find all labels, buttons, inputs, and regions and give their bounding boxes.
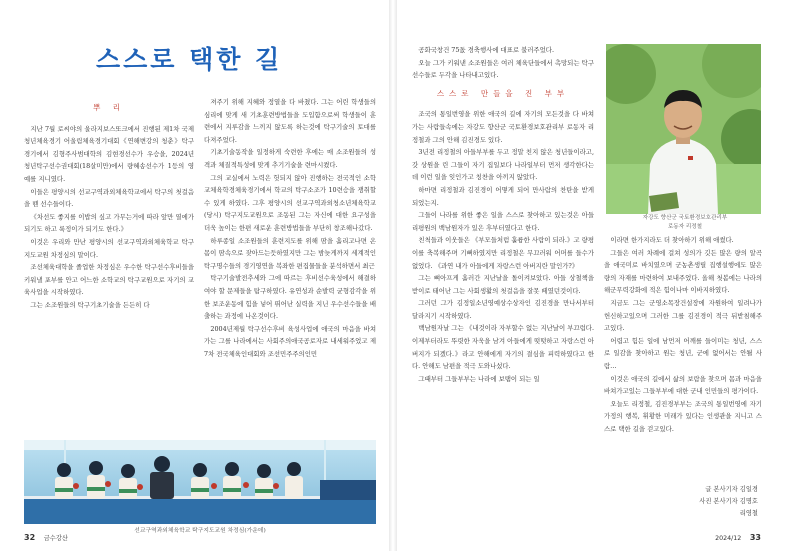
right-page-number: 33 (749, 533, 761, 542)
body-paragraph: 하루종일 소조원들의 훈련지도를 위해 땀을 흘리고나면 온몸이 땀속으로 잦아드는듯하였지만 그는 밤늦게까지 세계적인 탁구명수들의 경기영연을 복좌한 편집물들을 분석하면서 최근 (204, 236, 376, 270)
credit-photographer: 사진 본사기자 김명호 (699, 497, 758, 505)
body-paragraph: 하마면 리정철과 김진경이 어떻게 되어 만사람의 찬탄을 받게 되었는지. (412, 185, 594, 207)
right-photo-caption (612, 214, 758, 232)
body-paragraph: 이라면 한가지라도 더 찾아하기 위해 애썼다. (610, 236, 734, 244)
body-paragraph: 백남원자날 그는 《내것이라 자부할수 없는 지난날이 부끄럽다. 이제부터라도 뚜렷한 자욱을 남겨 아들에게 떳떳하고 자랑스런 아버지가 되겠다.》라고 안해에게 자기의 결심을 피력하였다고 한다. 안해도 남편을 적극 도와나섰다. (412, 324, 594, 371)
text-column-1 (24, 96, 194, 312)
left-page-folio (24, 533, 68, 542)
body-paragraph: 조국의 통일번영을 위한 애국의 길에 자기의 모든것을 다 바쳐가는 사람들속에는 자강도 향산군 국토환경보호관리부 로동자 리정철과 그의 안해 김진경도 있다. (412, 110, 594, 144)
text-column-2 (204, 96, 376, 360)
table-tennis-training-photo (24, 440, 376, 524)
body-paragraph: 조선체육대학을 졸업한 차정심은 우수한 탁구선수후비들을 키워낼 포부를 안고 어느한 소학교의 탁구교원으로 자기의 교육사업을 시작하였다. (24, 263, 194, 297)
body-paragraph: 지금도 그는 군영소목장건설장에 자원하여 일려나가 헌신하고있으며 그러한 그를 김진경이 적극 뒤받침해주고있다. (604, 298, 762, 333)
body-paragraph: 오늘도 리정철, 김진경부부는 조국의 통일번영에 자기 가정의 행복, 휘황한 미래가 있다는 인생관을 지니고 스스로 택한 길을 걷고있다. (604, 399, 762, 433)
body-paragraph: 그때부터 그들부부는 나라에 보탬이 되는 일 (418, 374, 540, 383)
issue-date: 2024/12 (715, 535, 742, 542)
page-gutter (389, 0, 397, 551)
right-caption-line-2: 로동자 리정철 (667, 224, 703, 230)
section-subheading: 뿌 리 (93, 103, 125, 112)
body-paragraph: 지난 7월 로씨야의 울라지보스또크에서 진행된 제1차 국제청년체육경기 어울림체육경기대회《연해변강의 청춘》탁구경기에서 김형주사범대학의 김현경선수가 우승을, 2024년 청년탁구선수권대회(18살미만)에서 량혜송선수가 1등의 영예를 지니였다. (24, 124, 194, 183)
body-paragraph: 이것은 우리와 만난 평양시의 선교구역과외체육학교 탁구지도교원 차정심의 말이다. (24, 237, 194, 259)
body-paragraph: 오늘 그가 키워낸 소조원들은 여러 체육단들에서 촉망되는 탁구선수들로 두각을 나타내고있다. (412, 58, 594, 80)
right-page-folio (715, 533, 761, 542)
training-photo-illustration (24, 440, 376, 524)
body-paragraph: 친척들과 이웃들은 《부모들처럼 훌륭한 사람이 되라.》고 량평이를 축복해주며 기뻐하였지만 리정철은 무끄러워 어머를 들수가 없었다. 《과연 내가 아들에게 자랑스런 아버지란 말인가?》 (412, 236, 594, 270)
right-caption-line-1: 자강도 향산군 국토환경보호관리부 (642, 215, 728, 221)
body-paragraph: 그러던 그가 김정일소년영예상수상자인 김진경을 만나서부터 달라지기 시작하였다. (412, 299, 594, 320)
body-paragraph: 3년전 리정철의 아들부부를 두고 정말 친지 않은 청년들이라고, 갓 상원을 린 그들이 자기 집일보다 나라일부터 먼저 생각한다는데 이런 일을 잊인가고 칭찬을 아끼지 않았다. (412, 148, 594, 182)
left-photo-caption: 선교구역과외체육학교 탁구지도교원 차정심(가운데) (134, 528, 266, 534)
credit-writer: 글 본사기자 김일경 (705, 486, 758, 493)
body-paragraph: 그들은 여러 차례에 걸쳐 성의가 깃든 많은 량의 알곡을 애국미로 바치였으며 군농촌생릴 집행설행에도 많은 량의 자재를 마련하여 보내주었다. 올해 첫봄에는 나라의 해군무력강화에 적은 힘이나마 이바지하였다. (604, 248, 762, 295)
portrait-illustration (606, 44, 761, 214)
body-paragraph: 이들은 평양시의 선교구역과외체육학교에서 탁구의 첫걸음을 뗀 선수들이다. (24, 187, 194, 209)
credit-photographer-2: 리영철 (739, 509, 758, 517)
section-subheading: 스스로 만들을 진 부부 (436, 88, 570, 98)
left-page-number: 32 (24, 533, 36, 542)
body-paragraph: 《차선도 좋지를 이밥의 싶고 가무는거에 따라 앞만 열에가 되기도 하고 룩정이가 되기도 한다.》 (24, 212, 194, 234)
body-paragraph: 져주기 위해 지혜와 정열을 다 바쳤다. 그는 어린 학생들의 심리에 맞게 새 기초훈련방법들을 도입함으로써 학생들이 훈련에서 지루감을 느끼지 않도록 하는것에 탁구기술의 토대를 다져주었다. (204, 98, 376, 144)
body-paragraph: 그는 소조원들의 탁구기초기술을 든든히 다 (30, 300, 150, 309)
article-title: 스스로 택한 길 (96, 45, 283, 74)
body-paragraph: 그들이 나라를 위한 좋은 일을 스스로 찾아하고 있는것은 아들 리평원의 백남원자가 있은 후부터였다고 한다. (412, 211, 594, 232)
body-paragraph: 그의 교실에서 노력은 헛되지 않아 진행하는 전국적인 소학교체육학경체육경기에서 학교의 탁구소조가 10련승을 쟁취할수 있게 하였다. 그후 평양시의 선교구역과외청소년체육학교(당시) 탁구지도교원으로 조동된 그는 자신에 대한 요구성을 더욱 높이는 한편 새로운 훈련방법들을 부단히 창조해나갔다. (204, 173, 376, 232)
body-paragraph: 2004년제월 탁구선수후비 육성사업에 애국의 마음을 바쳐가는 그를 나라에서는 사회주의애국공로자로 내세워주었고 제7차 전국체육인대회와 조선민주주의인민 (204, 324, 376, 358)
text-column-3 (412, 44, 594, 385)
body-paragraph: 탁구기술발전추세와 그에 따르는 후비선수육성에서 해결하여야 할 문제들을 탐구하였다. 유연성과 순발력 균형감각을 위한 보조운동에 힘을 넣어 뛰어난 실력을 지닌 우수선수들을 배출하는 과정에 나온것이다. (204, 274, 376, 321)
body-paragraph: 그는 뼈아프게 흘러간 지난날을 돌이켜보았다. 아들 상철책을 받이로 태어난 그는 사회생활의 첫걸음을 잘못 떼였던것이다. (412, 274, 594, 295)
author-credits (612, 484, 758, 519)
body-paragraph: 어렵고 힘든 일에 남먼저 어깨를 들이미는 청년, 스스로 일감을 찾아하고 원는 청년, 군에 없어서는 안될 사람… (604, 336, 762, 370)
body-paragraph: 이것은 애국의 길에서 삶의 보람을 찾으며 몸과 마음을 바쳐가고있는 그들부부에 대한 군내 인민들의 평가이다. (604, 374, 762, 396)
body-paragraph: 공화국창건 75돐 경축행사에 대표로 불러주었다. (418, 46, 554, 54)
portrait-photo (606, 44, 761, 214)
magazine-name: 금수강산 (43, 535, 69, 542)
text-column-4 (604, 234, 762, 436)
body-paragraph: 기초기술동작을 일정하게 숙련한 후에는 매 소조원들의 성격과 체질적특성에 맞게 추기기술을 련마시켰다. (204, 148, 376, 169)
